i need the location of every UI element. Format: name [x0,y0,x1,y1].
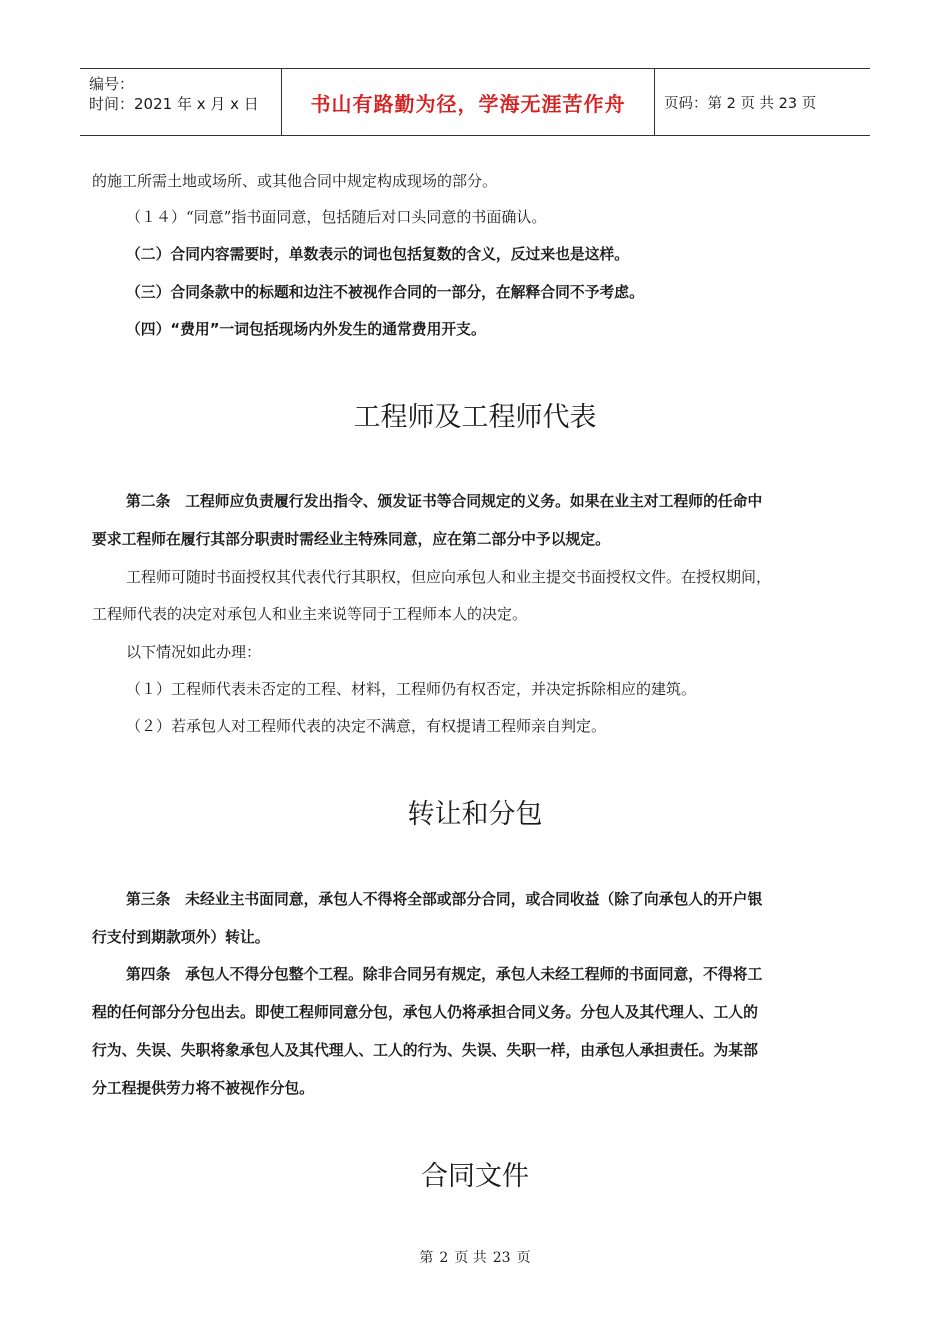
footer-total-pages: 23 [492,1250,511,1266]
article-2-para-2-line-2: 工程师代表的决定对承包人和业主来说等同于工程师本人的决定。 [92,605,528,623]
header-motto-cell [282,69,655,135]
header-page-cell [655,69,870,135]
section-heading-engineer: 工程师及工程师代表 [353,402,597,433]
article-2-item-2: （２）若承包人对工程师代表的决定不满意，有权提请工程师亲自判定。 [126,717,607,735]
article-3-line-1: 第三条 未经业主书面同意，承包人不得将全部或部分合同，或合同收益（除了向承包人的开户银 [126,891,763,908]
header-motto: 书山有路勤为径，学海无涯苦作舟 [310,91,626,116]
document-date: 时间：2021 年 x 月 x 日 [89,95,259,113]
section-heading-contract-documents: 合同文件 [421,1161,529,1192]
article-2-para-3: 以下情况如此办理： [126,643,262,661]
article-2-line-1: 第二条 工程师应负责履行发出指令、颁发证书等合同规定的义务。如果在业主对工程师的任命中 [126,493,763,510]
article-2-item-1: （１）工程师代表未否定的工程、材料，工程师仍有权否定，并决定拆除相应的建筑。 [126,680,697,698]
article-2-line-2: 要求工程师在履行其部分职责时需经业主特殊同意，应在第二部分中予以规定。 [92,531,610,548]
article-2-para-2-line-1: 工程师可随时书面授权其代表代行其职权，但应向承包人和业主提交书面授权文件。在授权期间， [126,568,772,586]
footer-page-number: 2 [439,1250,449,1266]
article-4-line-2: 程的任何部分分包出去。即使工程师同意分包，承包人仍将承担合同义务。分包人及其代理人、工人的 [92,1004,758,1021]
header-page-info: 页码：第 2 页 共 23 页 [664,95,817,112]
article-4-line-3: 行为、失误、失职将象承包人及其代理人、工人的行为、失误、失职一样，由承包人承担责任。为某部 [92,1042,758,1059]
paragraph-cost-definition: （四）“费用”一词包括现场内外发生的通常费用开支。 [126,321,486,338]
article-4-line-1: 第四条 承包人不得分包整个工程。除非合同另有规定，承包人未经工程师的书面同意，不得将工 [126,966,763,983]
page-header [80,68,870,136]
footer-mid: 页 共 [454,1250,487,1266]
page-footer [0,1247,950,1267]
paragraph-consent-definition: （１４）“同意”指书面同意，包括随后对口头同意的书面确认。 [126,208,547,226]
paragraph-headings-notes: （三）合同条款中的标题和边注不被视作合同的一部分，在解释合同不予考虑。 [126,284,644,301]
article-4-line-4: 分工程提供劳力将不被视作分包。 [92,1080,314,1097]
footer-prefix: 第 [419,1250,434,1266]
footer-suffix: 页 [516,1250,531,1266]
paragraph-site-definition: 的施工所需土地或场所、或其他合同中规定构成现场的部分。 [92,172,498,190]
section-heading-assignment: 转让和分包 [407,799,543,830]
paragraph-singular-plural: （二）合同内容需要时，单数表示的词也包括复数的含义，反过来也是这样。 [126,246,630,263]
document-number-label: 编号： [89,75,135,93]
header-meta-cell [80,69,282,135]
article-3-line-2: 行支付到期款项外）转让。 [92,929,270,946]
